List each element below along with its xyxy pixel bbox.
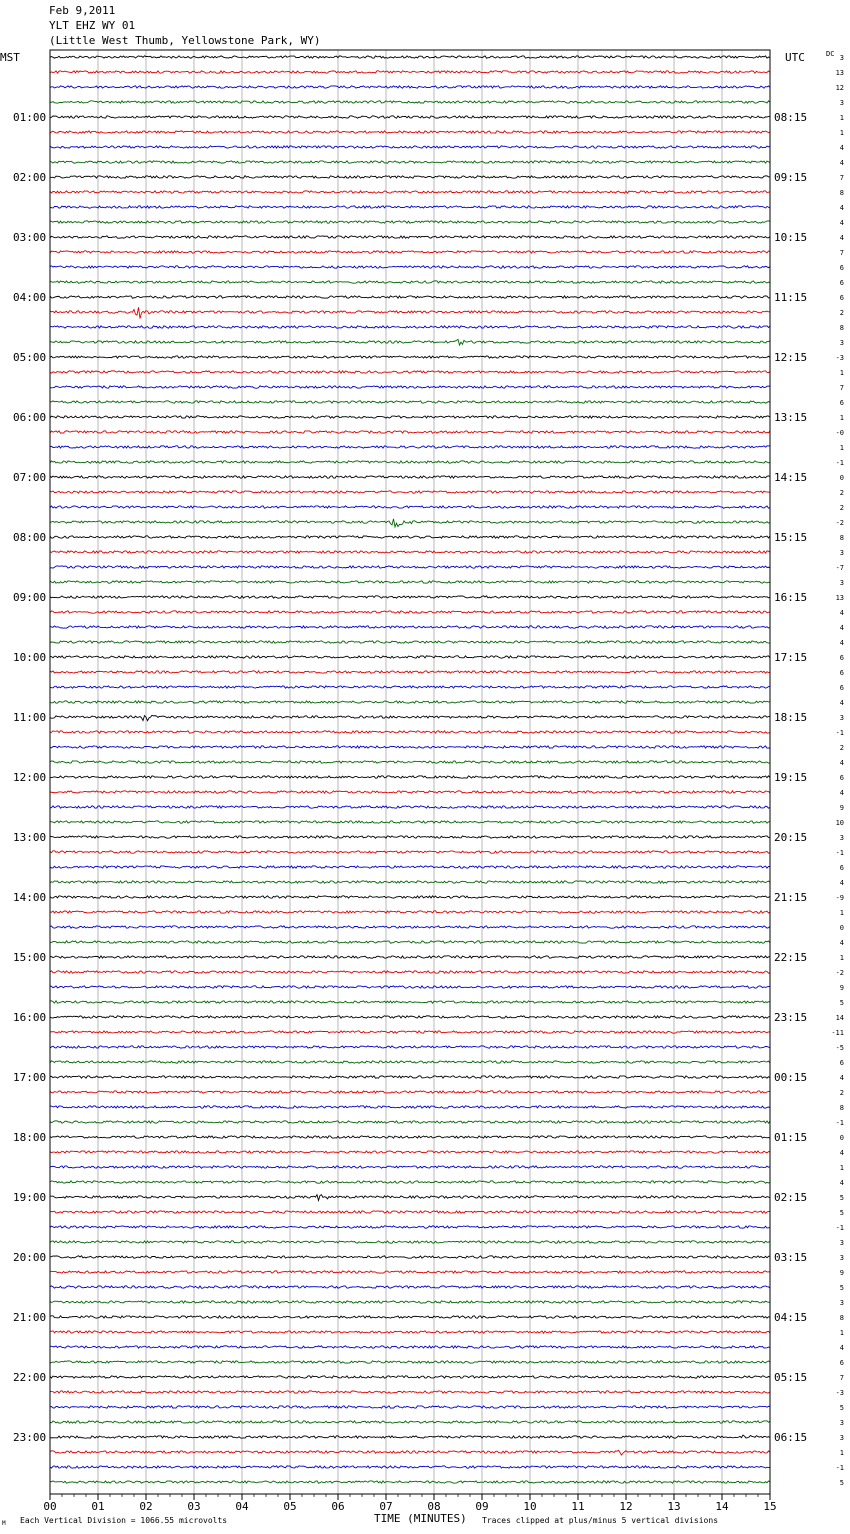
trace-row (50, 251, 770, 253)
dc-offset-value: 8 (839, 324, 844, 332)
trace-row (50, 476, 770, 478)
trace-row (50, 1106, 770, 1108)
x-tick-label: 02 (139, 1500, 153, 1513)
trace-row (50, 461, 770, 463)
trace-row (50, 1211, 770, 1213)
trace-row (50, 641, 770, 643)
trace-row (50, 1481, 770, 1483)
dc-offset-value: 2 (839, 744, 844, 752)
dc-offset-value: 1 (839, 114, 844, 122)
trace-row (50, 161, 770, 163)
dc-offset-value: 4 (839, 639, 844, 647)
x-tick-label: 09 (475, 1500, 489, 1513)
trace-row (50, 491, 770, 493)
left-hour-label: 03:00 (13, 231, 47, 244)
left-hour-label: 14:00 (13, 891, 47, 904)
trace-row (50, 339, 770, 345)
dc-offset-value: 1 (839, 444, 844, 452)
trace-row (50, 266, 770, 268)
dc-offset-value: 1 (839, 1329, 844, 1337)
right-hour-label: 23:15 (774, 1011, 808, 1024)
dc-offset-value: 4 (839, 789, 844, 797)
dc-offset-value: 6 (839, 264, 844, 272)
trace-row (50, 911, 770, 913)
right-hour-label: 17:15 (774, 651, 808, 664)
dc-offset-value: 4 (839, 219, 844, 227)
trace-row (50, 581, 770, 583)
trace-row (50, 1450, 770, 1455)
plot-frame (50, 50, 770, 1494)
dc-offset-value: -3 (835, 354, 844, 362)
dc-offset-value: 3 (839, 1434, 844, 1442)
trace-row (50, 596, 770, 598)
trace-row (50, 941, 770, 943)
dc-offset-value: 6 (839, 774, 844, 782)
x-tick-label: 00 (43, 1500, 57, 1513)
trace-row (50, 1226, 770, 1228)
trace-row (50, 926, 770, 928)
trace-row (50, 1091, 770, 1093)
trace-row (50, 371, 770, 373)
trace-row (50, 986, 770, 988)
dc-header-label: DC (826, 50, 835, 58)
trace-row (50, 1466, 770, 1468)
dc-offset-value: -1 (835, 1464, 844, 1472)
right-hour-label: 10:15 (774, 231, 808, 244)
dc-offset-value: 4 (839, 144, 844, 152)
x-tick-label: 11 (571, 1500, 585, 1513)
left-hour-label: 10:00 (13, 651, 47, 664)
trace-row (50, 356, 770, 358)
dc-offset-value: 10 (835, 819, 844, 827)
trace-row (50, 1016, 770, 1018)
trace-row (50, 1061, 770, 1063)
dc-offset-value: 4 (839, 159, 844, 167)
dc-offset-value: 5 (839, 1209, 844, 1217)
trace-row (50, 146, 770, 148)
dc-offset-value: -5 (835, 1044, 844, 1052)
dc-offset-value: 6 (839, 399, 844, 407)
dc-offset-value: -2 (835, 969, 844, 977)
dc-offset-value: -2 (835, 519, 844, 527)
dc-offset-value: 4 (839, 624, 844, 632)
left-hour-label: 20:00 (13, 1251, 47, 1264)
dc-offset-value: 6 (839, 1059, 844, 1067)
dc-offset-value: 0 (839, 474, 844, 482)
clip-note: Traces clipped at plus/minus 5 vertical divisions (482, 1516, 719, 1525)
dc-offset-value: 5 (839, 1194, 844, 1202)
trace-row (50, 866, 770, 868)
dc-offset-value: 8 (839, 1104, 844, 1112)
right-hour-label: 15:15 (774, 531, 808, 544)
x-axis-title: TIME (MINUTES) (374, 1512, 467, 1525)
dc-offset-value: 6 (839, 294, 844, 302)
trace-row (50, 56, 770, 58)
right-timezone-label: UTC (785, 51, 805, 64)
dc-offset-value: 1 (839, 909, 844, 917)
dc-offset-value: 1 (839, 1449, 844, 1457)
trace-row (50, 71, 770, 73)
right-hour-label: 05:15 (774, 1371, 808, 1384)
trace-row (50, 1121, 770, 1123)
trace-row (50, 281, 770, 283)
trace-row (50, 551, 770, 553)
dc-offset-value: 2 (839, 1089, 844, 1097)
left-hour-label: 17:00 (13, 1071, 47, 1084)
trace-row (50, 416, 770, 418)
x-tick-label: 15 (763, 1500, 777, 1513)
left-hour-label: 12:00 (13, 771, 47, 784)
trace-row (50, 446, 770, 448)
trace-row (50, 1406, 770, 1408)
dc-offset-value: -0 (835, 429, 844, 437)
dc-offset-value: 3 (839, 549, 844, 557)
left-hour-label: 01:00 (13, 111, 47, 124)
dc-offset-value: 6 (839, 864, 844, 872)
dc-offset-value: 4 (839, 759, 844, 767)
left-hour-label: 02:00 (13, 171, 47, 184)
trace-row (50, 611, 770, 613)
left-hour-label: 15:00 (13, 951, 47, 964)
dc-offset-value: 7 (839, 384, 844, 392)
dc-offset-value: 4 (839, 1074, 844, 1082)
right-hour-label: 14:15 (774, 471, 808, 484)
dc-offset-value: 6 (839, 669, 844, 677)
trace-row (50, 296, 770, 298)
trace-row (50, 1136, 770, 1138)
dc-offset-value: -7 (835, 564, 844, 572)
dc-offset-value: -1 (835, 729, 844, 737)
right-hour-label: 00:15 (774, 1071, 808, 1084)
dc-offset-value: 4 (839, 1344, 844, 1352)
trace-row (50, 191, 770, 193)
trace-row (50, 176, 770, 179)
trace-row (50, 1001, 770, 1003)
dc-offset-value: 3 (839, 1299, 844, 1307)
right-hour-label: 16:15 (774, 591, 808, 604)
right-hour-label: 08:15 (774, 111, 808, 124)
dc-offset-value: 5 (839, 1404, 844, 1412)
dc-offset-value: 12 (835, 84, 844, 92)
trace-row (50, 776, 770, 778)
dc-offset-value: 2 (839, 489, 844, 497)
x-tick-label: 03 (187, 1500, 201, 1513)
dc-offset-value: 1 (839, 954, 844, 962)
dc-offset-value: 4 (839, 939, 844, 947)
dc-offset-value: 3 (839, 834, 844, 842)
left-hour-label: 04:00 (13, 291, 47, 304)
dc-offset-value: 3 (839, 339, 844, 347)
trace-row (50, 1331, 770, 1333)
trace-row (50, 701, 770, 703)
dc-offset-value: 3 (839, 1239, 844, 1247)
dc-offset-value: 3 (839, 99, 844, 107)
dc-offset-value: 4 (839, 234, 844, 242)
trace-row (50, 1301, 770, 1303)
dc-offset-value: 1 (839, 129, 844, 137)
trace-rows (50, 56, 770, 1483)
dc-offset-value: 4 (839, 1179, 844, 1187)
x-tick-label: 08 (427, 1500, 441, 1513)
dc-offset-value: 8 (839, 1314, 844, 1322)
trace-row (50, 686, 770, 688)
trace-row (50, 851, 770, 853)
dc-offset-value: -3 (835, 1389, 844, 1397)
trace-row (50, 671, 770, 673)
trace-row (50, 536, 770, 538)
x-tick-label: 07 (379, 1500, 393, 1513)
trace-row (50, 131, 770, 133)
left-hour-label: 22:00 (13, 1371, 47, 1384)
right-hour-label: 06:15 (774, 1431, 808, 1444)
x-tick-label: 06 (331, 1500, 345, 1513)
x-tick-label: 05 (283, 1500, 297, 1513)
right-hour-label: 02:15 (774, 1191, 808, 1204)
dc-offset-value: 14 (835, 1014, 844, 1022)
trace-row (50, 1241, 770, 1243)
trace-row (50, 1151, 770, 1153)
dc-offset-value: 6 (839, 1359, 844, 1367)
dc-offset-value: 2 (839, 504, 844, 512)
x-tick-label: 14 (715, 1500, 729, 1513)
trace-row (50, 1421, 770, 1423)
right-hour-label: 21:15 (774, 891, 808, 904)
dc-offset-value: 5 (839, 1479, 844, 1487)
left-hour-label: 07:00 (13, 471, 47, 484)
right-hour-label: 09:15 (774, 171, 808, 184)
trace-row (50, 626, 770, 628)
trace-row (50, 1346, 770, 1348)
right-hour-label: 03:15 (774, 1251, 808, 1264)
right-hour-labels (774, 111, 807, 1444)
x-tick-label: 12 (619, 1500, 633, 1513)
trace-row (50, 821, 770, 823)
trace-row (50, 326, 770, 328)
dc-offset-value: -9 (835, 894, 844, 902)
trace-row (50, 221, 770, 223)
trace-row (50, 791, 770, 793)
dc-offset-value: 6 (839, 654, 844, 662)
x-axis (43, 1494, 776, 1513)
right-hour-label: 04:15 (774, 1311, 808, 1324)
corner-mark: M (2, 1520, 6, 1527)
dc-offset-value: 1 (839, 1164, 844, 1172)
trace-row (50, 236, 770, 238)
left-hour-label: 16:00 (13, 1011, 47, 1024)
trace-row (50, 971, 770, 973)
dc-offset-labels (831, 54, 844, 1487)
dc-offset-value: 6 (839, 684, 844, 692)
right-hour-label: 01:15 (774, 1131, 808, 1144)
left-hour-label: 19:00 (13, 1191, 47, 1204)
dc-offset-value: 3 (839, 714, 844, 722)
right-hour-label: 20:15 (774, 831, 808, 844)
trace-row (50, 746, 770, 748)
dc-offset-value: 7 (839, 249, 844, 257)
trace-row (50, 101, 770, 103)
dc-offset-value: 0 (839, 1134, 844, 1142)
left-hour-label: 08:00 (13, 531, 47, 544)
right-hour-label: 12:15 (774, 351, 808, 364)
right-hour-label: 18:15 (774, 711, 808, 724)
dc-offset-value: 9 (839, 984, 844, 992)
dc-offset-value: 3 (839, 1254, 844, 1262)
right-hour-label: 11:15 (774, 291, 808, 304)
dc-offset-value: 4 (839, 1149, 844, 1157)
trace-row (50, 896, 770, 898)
x-tick-label: 01 (91, 1500, 105, 1513)
trace-row (50, 386, 770, 388)
left-timezone-label: MST (0, 51, 20, 64)
dc-offset-value: 3 (839, 1419, 844, 1427)
dc-offset-value: 7 (839, 1374, 844, 1382)
dc-offset-value: 1 (839, 369, 844, 377)
dc-offset-value: 5 (839, 1284, 844, 1292)
dc-offset-value: 9 (839, 1269, 844, 1277)
trace-row (50, 1316, 770, 1318)
dc-offset-value: 13 (835, 594, 844, 602)
dc-offset-value: -1 (835, 849, 844, 857)
trace-row (50, 1391, 770, 1393)
trace-row (50, 881, 770, 883)
trace-row (50, 715, 770, 720)
trace-row (50, 1181, 770, 1183)
trace-row (50, 307, 770, 318)
trace-row (50, 956, 770, 958)
plot-date: Feb 9,2011 (49, 4, 116, 17)
right-hour-label: 19:15 (774, 771, 808, 784)
left-hour-label: 23:00 (13, 1431, 47, 1444)
dc-offset-value: 0 (839, 924, 844, 932)
dc-offset-value: 4 (839, 699, 844, 707)
trace-row (50, 761, 770, 763)
left-hour-label: 09:00 (13, 591, 47, 604)
dc-offset-value: 4 (839, 609, 844, 617)
x-tick-label: 10 (523, 1500, 537, 1513)
trace-row (50, 86, 770, 88)
dc-offset-value: 8 (839, 534, 844, 542)
trace-row (50, 1076, 770, 1078)
trace-row (50, 206, 770, 208)
dc-offset-value: -1 (835, 1224, 844, 1232)
left-hour-label: 13:00 (13, 831, 47, 844)
dc-offset-value: 4 (839, 204, 844, 212)
trace-row (50, 1435, 770, 1438)
trace-row (50, 401, 770, 403)
dc-offset-value: 3 (839, 54, 844, 62)
trace-row (50, 1256, 770, 1258)
trace-row (50, 1286, 770, 1288)
left-hour-label: 11:00 (13, 711, 47, 724)
trace-row (50, 836, 770, 838)
trace-row (50, 1361, 770, 1363)
dc-offset-value: 1 (839, 414, 844, 422)
trace-row (50, 1376, 770, 1378)
dc-offset-value: 2 (839, 309, 844, 317)
dc-offset-value: 5 (839, 999, 844, 1007)
left-hour-label: 21:00 (13, 1311, 47, 1324)
x-tick-label: 04 (235, 1500, 249, 1513)
trace-row (50, 731, 770, 733)
dc-offset-value: 9 (839, 804, 844, 812)
scale-note: Each Vertical Division = 1066.55 microvolts (20, 1516, 228, 1525)
trace-row (50, 806, 770, 808)
station-code: YLT EHZ WY 01 (49, 19, 136, 32)
trace-row (50, 1046, 770, 1048)
dc-offset-value: -1 (835, 1119, 844, 1127)
left-hour-labels (13, 111, 46, 1444)
dc-offset-value: 7 (839, 174, 844, 182)
trace-row (50, 566, 770, 568)
dc-offset-value: 8 (839, 189, 844, 197)
trace-row (50, 519, 770, 527)
trace-row (50, 1166, 770, 1168)
dc-offset-value: 6 (839, 279, 844, 287)
trace-row (50, 116, 770, 118)
dc-offset-value: 4 (839, 879, 844, 887)
left-hour-label: 18:00 (13, 1131, 47, 1144)
dc-offset-value: -11 (831, 1029, 844, 1037)
station-location: (Little West Thumb, Yellowstone Park, WY) (49, 34, 321, 47)
dc-offset-value: 3 (839, 579, 844, 587)
x-tick-label: 13 (667, 1500, 681, 1513)
dc-offset-value: -1 (835, 459, 844, 467)
trace-row (50, 1271, 770, 1273)
trace-row (50, 431, 770, 433)
trace-row (50, 1031, 770, 1033)
trace-row (50, 1195, 770, 1201)
right-hour-label: 13:15 (774, 411, 808, 424)
dc-offset-value: 13 (835, 69, 844, 77)
left-hour-label: 05:00 (13, 351, 47, 364)
trace-row (50, 506, 770, 508)
right-hour-label: 22:15 (774, 951, 808, 964)
left-hour-label: 06:00 (13, 411, 47, 424)
trace-row (50, 656, 770, 658)
